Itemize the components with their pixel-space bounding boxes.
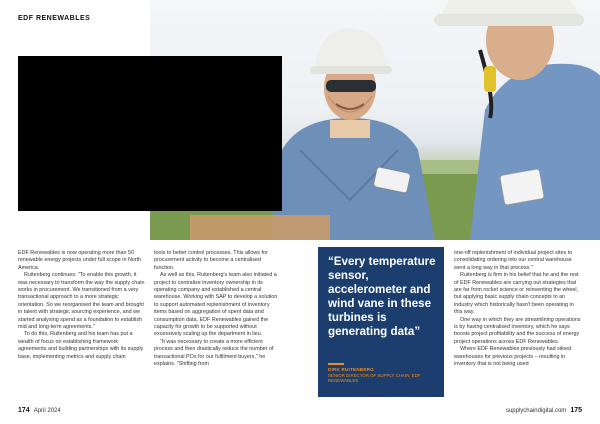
site-url[interactable]: supplychaindigital.com: [505, 408, 567, 414]
redacted-block: [18, 56, 282, 211]
quote-attribution-name: DIRK RUITENBERG: [328, 367, 374, 372]
pull-quote: [318, 247, 444, 397]
paragraph: EDF Renewables is now operating more than 50 renewable energy projects under full scope in North America.: [18, 250, 142, 271]
paragraph: Where EDF Renewables previously had siloed warehouses for previous projects – resulting in inventory that is not being used: [454, 346, 572, 368]
page-number-left: 174: [18, 407, 30, 414]
body-column-4: [454, 250, 582, 369]
paragraph: As well as this, Ruitenberg's team also initiated a project to centralise inventory ownership in its operating company and established a central warehouse. Working with SAP to develop a solution to support automated replenishment of inventory items based on aggregation of spent data and consumption data, EDF Renewables gained the capacity for growth to be supported without excessively scaling up the department in lieu.: [154, 272, 278, 338]
brand-label: EDF RENEWABLES: [18, 15, 91, 22]
page-number-right: 175: [570, 407, 582, 414]
quote-attribution-role: SENIOR DIRECTOR OF SUPPLY CHAIN, EDF RENEWABLES: [328, 373, 421, 384]
quote-divider: [328, 363, 344, 365]
paragraph: Ruitenberg is firm in his belief that he and the rest of EDF Renewables are carrying out strategies that are far from rocket science or reinventing the wheel, but applying basic supply chain concepts to an industry which historically hasn't been operating in this way.: [454, 272, 579, 316]
paragraph: To do this, Ruitenberg and his team has put a wealth of focus on establishing framework agreements and building partnerships with its supply base, implementing metrics and supply chain: [18, 331, 144, 360]
paragraph: one-off replenishment of individual project sites to consolidating ordering into our central warehouse went a long way in that process.": [454, 250, 573, 271]
quote-text: “Every temperature sensor, accelerometer and wind vane in these turbines is generating data”: [328, 255, 436, 338]
issue-date: April 2024: [33, 408, 61, 414]
paragraph: tools to better control processes. This allows for procurement activity to become a centralised function.: [154, 250, 268, 271]
footer-left: [18, 407, 61, 414]
paragraph: "It was necessary to create a more efficient process and then drastically reduce the number of transactional POs for our fulfilment buyers," he explains. "Shifting from: [154, 338, 274, 368]
body-column-1: [18, 250, 146, 361]
footer-right: [506, 407, 582, 414]
body-column-2: [154, 250, 282, 369]
paragraph: Ruitenberg continues: "To enable this growth, it was necessary to transform the way the supply chain works in procurement. We transitioned from a very transactional approach to a more strategic orientation. So we reorganised the team and brought in talent with strategic sourcing experience, and we started analysing spend as a foundation to establish mid and long-term agreements.": [18, 272, 145, 331]
paragraph: One way in which they are streamlining operations is by having centralised inventory, which he says boosts project profitability and the success of energy project operations across EDF Renewables.: [454, 316, 581, 345]
